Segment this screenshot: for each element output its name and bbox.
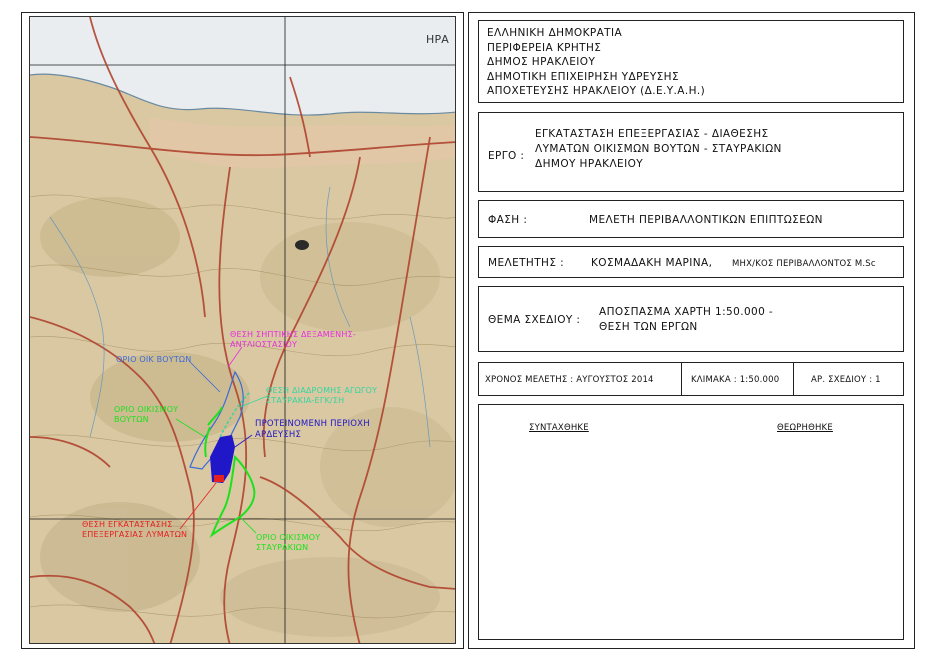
label-village-voutes bbox=[114, 405, 178, 425]
drawing-line: ΘΕΣΗ ΤΩΝ ΕΡΓΩΝ bbox=[599, 321, 698, 333]
phase-box bbox=[478, 200, 904, 238]
drawing-subject-box bbox=[478, 286, 904, 352]
authority-line: ΔΗΜΟΤΙΚΗ ΕΠΙΧΕΙΡΗΣΗ ΥΔΡΕΥΣΗΣ bbox=[487, 70, 680, 83]
label-line: ΟΡΙΟ ΟΙΚΙΣΜΟΥ bbox=[256, 533, 321, 542]
label-irrigation-area bbox=[255, 419, 370, 441]
meta-divider bbox=[681, 363, 682, 395]
drawing-label: ΘΕΜΑ ΣΧΕΔΙΟΥ : bbox=[488, 314, 581, 326]
phase-label: ΦΑΣΗ : bbox=[488, 214, 528, 226]
label-line: ΣΤΑΥΡΑΚΙΩΝ bbox=[256, 543, 309, 552]
label-line: ΣΤΑΥΡΑΚΙΑ-ΕΓΚ/ΣΗ bbox=[266, 396, 345, 405]
label-treatment-plant bbox=[82, 520, 187, 540]
sheet-number: ΑΡ. ΣΧΕΔΙΟΥ : 1 bbox=[811, 375, 881, 385]
reviewed-signature-label: ΘΕΩΡΗΘΗΚΕ bbox=[777, 423, 833, 433]
label-line: ΑΝΤΛΙΟΣΤΑΣΙΟΥ bbox=[230, 340, 298, 349]
label-line: ΘΕΣΗ ΕΓΚΑΤΑΣΤΑΣΗΣ bbox=[82, 520, 173, 529]
designer-title: ΜΗΧ/ΚΟΣ ΠΕΡΙΒΑΛΛΟΝΤΟΣ M.Sc bbox=[732, 259, 876, 269]
designer-label: ΜΕΛΕΤΗΤΗΣ : bbox=[488, 257, 565, 269]
terrain-shading bbox=[40, 197, 456, 637]
label-line: ΟΡΙΟ ΟΙΚ ΒΟΥΤΩΝ bbox=[116, 355, 192, 364]
study-year: ΧΡΟΝΟΣ ΜΕΛΕΤΗΣ : ΑΥΓΟΥΣΤΟΣ 2014 bbox=[485, 375, 654, 385]
label-line: ΠΡΟΤΕΙΝΟΜΕΝΗ ΠΕΡΙΟΧΗ bbox=[255, 419, 370, 429]
label-pipeline bbox=[266, 386, 377, 406]
label-septic-tank bbox=[230, 330, 356, 350]
authority-line: ΔΗΜΟΣ ΗΡΑΚΛΕΙΟΥ bbox=[487, 56, 596, 69]
designer-box bbox=[478, 246, 904, 278]
authority-line: ΕΛΛΗΝΙΚΗ ΔΗΜΟΚΡΑΤΙΑ bbox=[487, 27, 623, 39]
topographic-map[interactable] bbox=[29, 16, 456, 644]
project-box bbox=[478, 112, 904, 192]
project-label: ΕΡΓΟ : bbox=[488, 150, 525, 162]
authority-lines bbox=[487, 26, 705, 99]
designer-name: ΚΟΣΜΑΔΑΚΗ ΜΑΡΙΝΑ, bbox=[591, 257, 713, 269]
label-line: ΘΕΣΗ ΔΙΑΔΡΟΜΗΣ ΑΓΩΓΟΥ bbox=[266, 386, 378, 395]
composed-signature-label: ΣΥΝΤΑΧΘΗΚΕ bbox=[529, 423, 589, 433]
authority-header bbox=[478, 20, 904, 103]
project-title bbox=[535, 127, 782, 172]
label-line: ΑΡΔΕΥΣΗΣ bbox=[255, 430, 302, 440]
authority-line: ΠΕΡΙΦΕΡΕΙΑ ΚΡΗΤΗΣ bbox=[487, 41, 602, 54]
project-line: ΕΓΚΑΤΑΣΤΑΣΗ ΕΠΕΞΕΡΓΑΣΙΑΣ - ΔΙΑΘΕΣΗΣ bbox=[535, 128, 769, 140]
label-boundary-voutes bbox=[116, 355, 191, 364]
label-line: ΘΕΣΗ ΣΗΠΤΙΚΗΣ ΔΕΞΑΜΕΝΗΣ- bbox=[230, 330, 356, 339]
treatment-plant-marker bbox=[214, 475, 224, 482]
project-line: ΛΥΜΑΤΩΝ ΟΙΚΙΣΜΩΝ ΒΟΥΤΩΝ - ΣΤΑΥΡΑΚΙΩΝ bbox=[535, 143, 782, 155]
phase-value: ΜΕΛΕΤΗ ΠΕΡΙΒΑΛΛΟΝΤΙΚΩΝ ΕΠΙΠΤΩΣΕΩΝ bbox=[589, 214, 823, 226]
label-line: ΕΠΕΞΕΡΓΑΣΙΑΣ ΛΥΜΑΤΩΝ bbox=[82, 530, 188, 539]
label-line: ΟΡΙΟ ΟΙΚΙΣΜΟΥ bbox=[114, 405, 179, 414]
project-line: ΔΗΜΟΥ ΗΡΑΚΛΕΙΟΥ bbox=[535, 158, 644, 170]
meta-divider bbox=[793, 363, 794, 395]
signature-box bbox=[478, 404, 904, 640]
reservoir bbox=[295, 240, 309, 250]
drawing-title bbox=[599, 305, 773, 335]
drawing-line: ΑΠΟΣΠΑΣΜΑ ΧΑΡΤΗ 1:50.000 - bbox=[599, 306, 774, 318]
drawing-scale: ΚΛΙΜΑΚΑ : 1:50.000 bbox=[691, 375, 780, 385]
authority-line: ΑΠΟΧΕΤΕΥΣΗΣ ΗΡΑΚΛΕΙΟΥ (Δ.Ε.Υ.Α.Η.) bbox=[487, 85, 706, 98]
meta-row bbox=[478, 362, 904, 396]
label-line: ΒΟΥΤΩΝ bbox=[114, 415, 149, 424]
label-village-stavrakia bbox=[256, 533, 320, 553]
map-top-right-label: ΗΡΑ bbox=[426, 33, 450, 46]
